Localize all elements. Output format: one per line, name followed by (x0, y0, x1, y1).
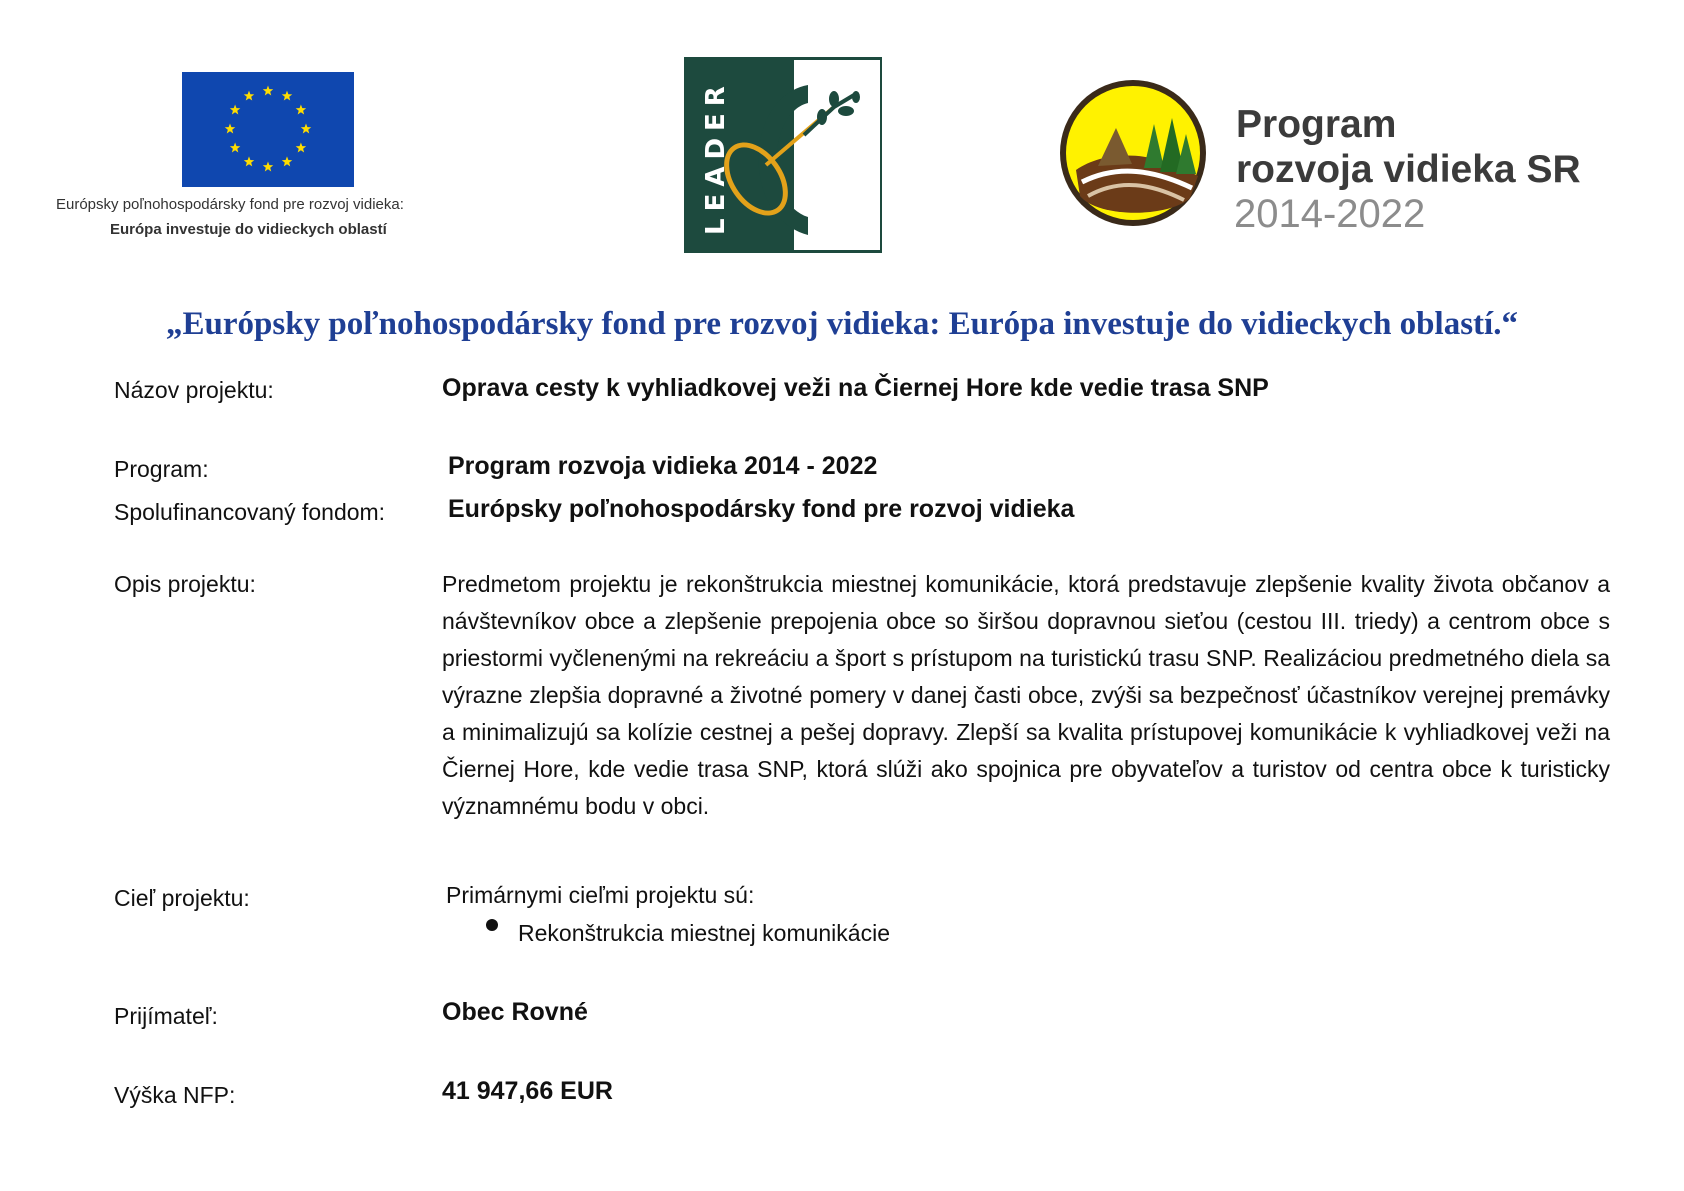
nfp-label: Výška NFP: (114, 1082, 236, 1108)
eu-flag-logo (182, 72, 354, 187)
program-value: Program rozvoja vidieka 2014 - 2022 (448, 452, 878, 480)
leaf-icon (817, 109, 827, 125)
goal-list-item: Rekonštrukcia miestnej komunikácie (518, 920, 890, 946)
page-title: „Európsky poľnohospodársky fond pre rozvoj vidieka: Európa investuje do vidieckych oblastí.“ (166, 306, 1518, 342)
nfp-value: 41 947,66 EUR (442, 1077, 613, 1105)
fund-label: Spolufinancovaný fondom: (114, 499, 386, 525)
eu-caption-line1: Európsky poľnohospodársky fond pre rozvoj vidieka: (56, 196, 404, 213)
leaf-icon (838, 106, 854, 116)
fund-value: Európsky poľnohospodársky fond pre rozvoj vidieka (448, 495, 1075, 523)
goal-intro: Primárnymi cieľmi projektu sú: (446, 882, 755, 908)
description-value: Predmetom projektu je rekonštrukcia miestnej komunikácie, ktorá predstavuje zlepšenie kvality života občanov a návštevníkov obce a zlepšenie prepojenia obce so širšou dopravnou sieťou (cestou III. triedy) a centrom obce s priestormi vyčlenenými na rekreáciu a šport s prístupom na turistickú trasu SNP. Realizáciou predmetného diela sa výrazne zlepšia dopravné a životné pomery v danej časti obce, zvýši sa bezpečnosť účastníkov verejnej premávky a minimalizujú sa kolízie cestnej a pešej dopravy. Zlepší sa kvalita prístupovej komunikácie k vyhliadkovej veži na Čiernej Hore, kde vedie trasa SNP, ktorá slúži ako spojnica pre obyvateľov a turistov od centra obce k turisticky významnému bodu v obci. (442, 571, 1610, 819)
bullet-icon (486, 919, 498, 931)
recipient-label: Prijímateľ: (114, 1003, 218, 1029)
program-label: Program: (114, 456, 209, 482)
project-name-label: Názov projektu: (114, 377, 274, 403)
prv-logo-line1: Program (1236, 103, 1397, 146)
goal-label: Cieľ projektu: (114, 885, 250, 911)
recipient-value: Obec Rovné (442, 998, 588, 1026)
prv-logo-line3: 2014-2022 (1234, 192, 1426, 236)
leaf-icon (852, 91, 860, 103)
leader-text: LEADER (701, 79, 731, 235)
project-name-value: Oprava cesty k vyhliadkovej veži na Čiernej Hore kde vedie trasa SNP (442, 374, 1269, 402)
description-label: Opis projektu: (114, 571, 256, 597)
leader-logo (684, 57, 882, 253)
eu-caption-line2: Európa investuje do vidieckych oblastí (110, 221, 387, 238)
leaf-icon (829, 91, 839, 107)
prv-logo-line2: rozvoja vidieka SR (1236, 148, 1581, 191)
prv-emblem-logo (1058, 78, 1208, 228)
